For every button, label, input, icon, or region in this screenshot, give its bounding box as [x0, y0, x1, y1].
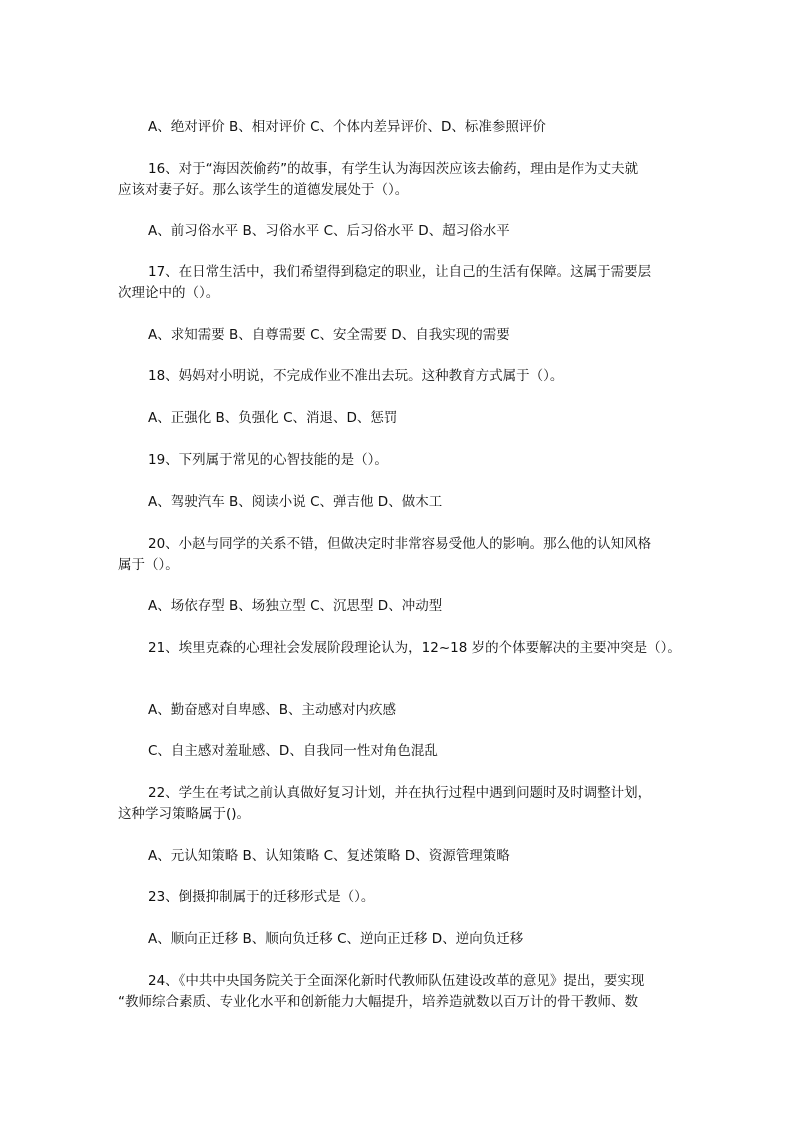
question-text — [118, 450, 688, 471]
answer-options — [118, 700, 688, 721]
question-text — [118, 887, 688, 908]
text-line: 17、在日常生活中，我们希望得到稳定的职业，让自己的生活有保障。这属于需要层 — [148, 264, 652, 280]
text-line: 应该对妻子好。那么该学生的道德发展处于（）。 — [118, 182, 409, 198]
text-line: C、自主感对羞耻感、D、自我同一性对角色混乱 — [148, 743, 438, 759]
question-text — [118, 262, 688, 304]
text-line: A、勤奋感对自卑感、B、主动感对内疚感 — [148, 702, 396, 718]
text-line: 18、妈妈对小明说，不完成作业不准出去玩。这种教育方式属于（）。 — [148, 368, 564, 384]
question-text — [118, 783, 688, 825]
answer-options — [118, 117, 688, 138]
question-text — [118, 534, 688, 576]
answer-options — [118, 741, 688, 762]
question-text — [118, 159, 688, 201]
text-line: A、元认知策略 B、认知策略 C、复述策略 D、资源管理策略 — [148, 848, 510, 864]
answer-options — [118, 929, 688, 950]
text-line: A、驾驶汽车 B、阅读小说 C、弹吉他 D、做木工 — [148, 494, 443, 510]
text-line: 23、倒摄抑制属于的迁移形式是（）。 — [148, 889, 375, 905]
text-line: 16、对于“海因茨偷药”的故事，有学生认为海因茨应该去偷药，理由是作为丈夫就 — [148, 161, 639, 177]
answer-options — [118, 408, 688, 429]
text-line: “教师综合素质、专业化水平和创新能力大幅提升，培养造就数以百万计的骨干教师、数 — [118, 994, 638, 1010]
text-line: A、正强化 B、负强化 C、消退、D、惩罚 — [148, 410, 398, 426]
answer-options — [118, 846, 688, 867]
question-text — [118, 366, 688, 387]
text-line: A、绝对评价 B、相对评价 C、个体内差异评价、D、标准参照评价 — [148, 119, 546, 135]
text-line: 21、埃里克森的心理社会发展阶段理论认为，12~18 岁的个体要解决的主要冲突是（）。 — [148, 640, 681, 656]
text-line: 19、下列属于常见的心智技能的是（）。 — [148, 452, 388, 468]
text-line: 20、小赵与同学的关系不错，但做决定时非常容易受他人的影响。那么他的认知风格 — [148, 536, 652, 552]
text-line: 属于（）。 — [118, 557, 179, 573]
answer-options — [118, 492, 688, 513]
text-line: A、顺向正迁移 B、顺向负迁移 C、逆向正迁移 D、逆向负迁移 — [148, 931, 524, 947]
text-line: 次理论中的（）。 — [118, 285, 220, 301]
answer-options — [118, 596, 688, 617]
text-line: 24、《中共中央国务院关于全面深化新时代教师队伍建设改革的意见》提出，要实现 — [148, 973, 645, 989]
text-line: A、场依存型 B、场独立型 C、沉思型 D、冲动型 — [148, 598, 443, 614]
text-line: A、前习俗水平 B、习俗水平 C、后习俗水平 D、超习俗水平 — [148, 223, 510, 239]
answer-options — [118, 325, 688, 346]
question-text — [118, 638, 688, 659]
answer-options — [118, 221, 688, 242]
text-line: 22、学生在考试之前认真做好复习计划，并在执行过程中遇到问题时及时调整计划， — [148, 785, 652, 801]
text-line: 这种学习策略属于()。 — [118, 806, 251, 822]
text-line: A、求知需要 B、自尊需要 C、安全需要 D、自我实现的需要 — [148, 327, 510, 343]
question-text — [118, 971, 688, 1013]
